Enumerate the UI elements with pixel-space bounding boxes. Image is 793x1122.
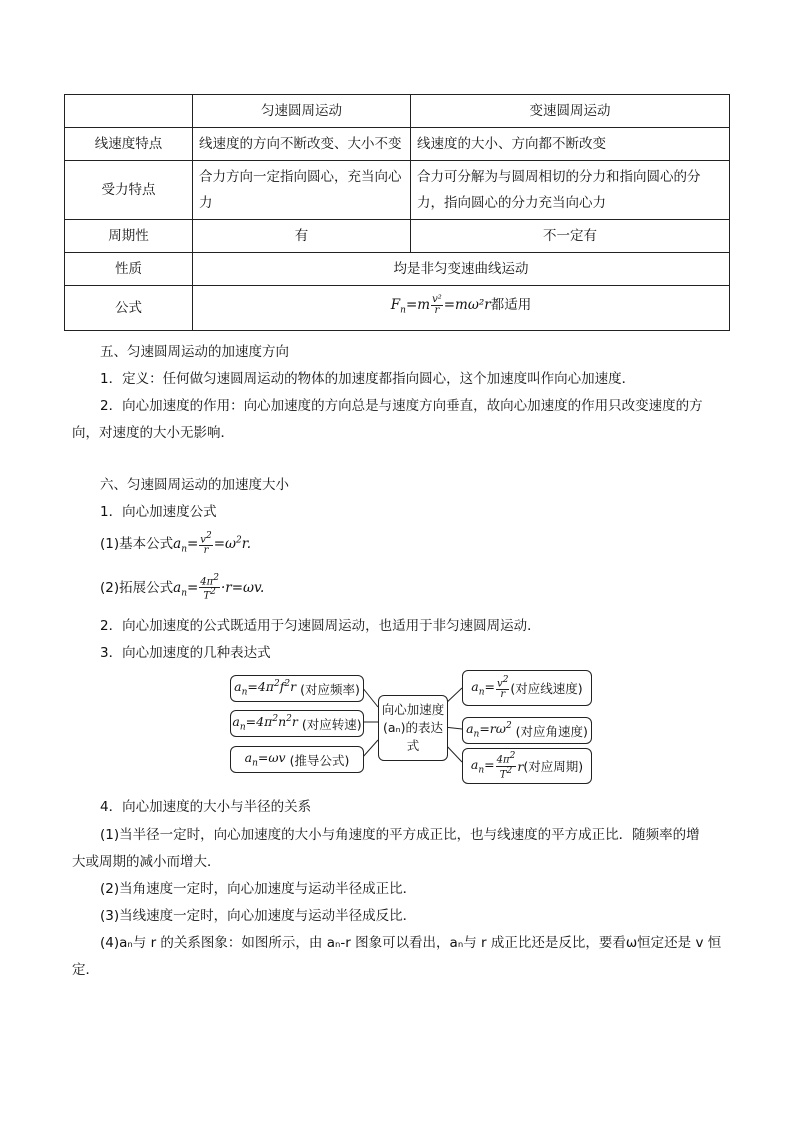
table-cell: 合力方向一定指向圆心，充当向心力 — [193, 161, 411, 220]
section-6-p1a: (1)当半径一定时，向心加速度的大小与角速度的平方成正比，也与线速度的平方成正比．随频率的增 — [100, 827, 700, 843]
connector-line — [362, 740, 378, 758]
section-6-p4b: 定． — [72, 962, 99, 978]
diagram-node-period: $a_n=$ $\frac{4\pi^2}{T^2}$ r (对应周期) — [462, 748, 592, 784]
table-cell: 线速度的大小、方向都不断改变 — [411, 128, 730, 161]
section-5-p2b: 向，对速度的大小无影响． — [72, 425, 234, 441]
section-6-title: 六、匀速圆周运动的加速度大小 — [100, 477, 289, 493]
row-label: 公式 — [65, 286, 193, 331]
section-6-s2: 2．向心加速度的公式既适用于匀速圆周运动，也适用于非匀速圆周运动． — [100, 618, 541, 634]
section-6-s4: 4．向心加速度的大小与半径的关系 — [100, 799, 312, 815]
section-6-p2: (2)当角速度一定时，向心加速度与运动半径成正比． — [100, 881, 417, 897]
diagram-node-frequency: $a_n=4\pi^2f^2r$ (对应频率) — [230, 675, 364, 702]
table-cell: 线速度的方向不断改变、大小不变 — [193, 128, 411, 161]
table-header-cell: 匀速圆周运动 — [193, 95, 411, 128]
section-6-s1: 1．向心加速度公式 — [100, 504, 217, 520]
row-label: 周期性 — [65, 220, 193, 253]
diagram-node-angular-velocity: $a_n=r\omega^2$ (对应角速度) — [462, 717, 592, 744]
diagram-node-linear-velocity: $a_n=$ $\frac{v^2}{r}$ (对应线速度) — [462, 670, 592, 706]
row-label: 线速度特点 — [65, 128, 193, 161]
section-5-p2a: 2．向心加速度的作用：向心加速度的方向总是与速度方向垂直，故向心加速度的作用只改变速度的方 — [100, 398, 703, 414]
table-header-cell: 变速圆周运动 — [411, 95, 730, 128]
table-cell: 有 — [193, 220, 411, 253]
diagram-node-derived: $a_n=\omega v$ (推导公式) — [230, 746, 364, 773]
formula-force: $F_n=m$ — [390, 297, 431, 316]
section-6-p1b: 大或周期的减小而增大． — [72, 854, 221, 870]
formula-fraction: $\frac{\text{v²}}{r}$ — [432, 293, 442, 316]
section-5-title: 五、匀速圆周运动的加速度方向 — [100, 344, 289, 360]
table-cell: 不一定有 — [411, 220, 730, 253]
section-6-s3: 3．向心加速度的几种表达式 — [100, 645, 271, 661]
section-6-p4a: (4)aₙ与 r 的关系图象：如图所示，由 aₙ-r 图象可以看出，aₙ与 r 成正比还是反比，要看ω恒定还是 v 恒 — [100, 935, 722, 951]
section-6-p3: (3)当线速度一定时，向心加速度与运动半径成反比． — [100, 908, 417, 924]
diagram-node-rotation: $a_n=4\pi^2n^2r$ (对应转速) — [230, 710, 364, 737]
connector-line — [362, 687, 378, 707]
formula-extended: (2)拓展公式$a_n=$ $\frac{4\pi^2}{T^2}$ ·r=ωv. — [100, 573, 265, 602]
table-cell: 均是非匀变速曲线运动 — [193, 253, 730, 286]
formula-basic: (1)基本公式$a_n=$ $\frac{v^2}{r}$ $=\omega^2r$. — [100, 531, 252, 557]
row-label: 受力特点 — [65, 161, 193, 220]
table-cell: 合力可分解为与圆周相切的分力和指向圆心的分力，指向圆心的分力充当向心力 — [411, 161, 730, 220]
section-5-p1: 1．定义：任何做匀速圆周运动的物体的加速度都指向圆心，这个加速度叫作向心加速度． — [100, 371, 636, 387]
row-label: 性质 — [65, 253, 193, 286]
formula-cell: $F_n=m$ $\frac{\text{v²}}{r}$ =mω²r都适用 — [193, 286, 730, 331]
diagram-center-node: 向心加速度(aₙ)的表达式 — [378, 695, 448, 761]
